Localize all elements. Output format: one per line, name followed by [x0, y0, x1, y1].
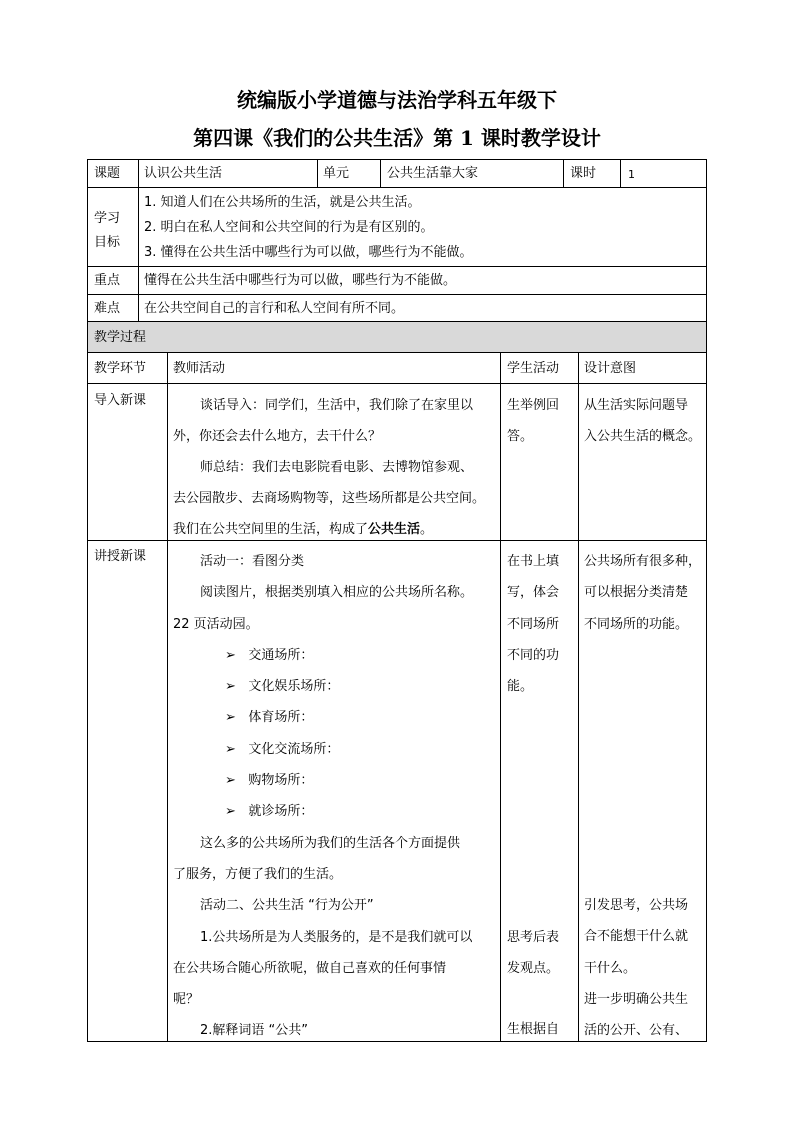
design-intent-intro: 从生活实际问题导 入公共生活的概念。	[584, 398, 702, 444]
row-divider	[87, 187, 707, 188]
row-divider	[87, 352, 707, 353]
col-divider	[500, 352, 501, 1042]
row-divider	[87, 266, 707, 267]
difficulty-label: 难点	[94, 301, 121, 316]
key-term: 公共生活	[368, 522, 421, 537]
objectives-label-2: 目标	[94, 235, 121, 250]
column-header-intent: 设计意图	[584, 361, 637, 376]
arrow-bullet-icon: ➢	[225, 741, 236, 757]
period-value: 1	[628, 168, 635, 181]
arrow-bullet-icon: ➢	[225, 679, 236, 695]
process-header: 教学过程	[94, 330, 147, 345]
arrow-bullet-icon: ➢	[225, 647, 236, 663]
stage-teaching: 讲授新课	[94, 549, 147, 564]
row-divider	[87, 294, 707, 295]
col-divider	[380, 159, 381, 187]
stage-intro: 导入新课	[94, 393, 147, 408]
arrow-bullet-icon: ➢	[225, 710, 236, 726]
topic-label: 课题	[94, 166, 121, 181]
column-header-stage: 教学环节	[94, 361, 147, 376]
bullet-item: ➢ 交通场所：	[225, 647, 314, 663]
col-divider	[138, 159, 139, 321]
bullet-item: ➢ 文化交流场所：	[225, 741, 340, 757]
bullet-item: ➢ 文化娱乐场所：	[225, 679, 340, 695]
bullet-item: ➢ 购物场所：	[225, 773, 314, 789]
bullet-item: ➢ 就诊场所：	[225, 804, 314, 820]
student-activity-intro: 生举例回 答。	[507, 398, 560, 444]
objective-item: 2. 明白在私人空间和公共空间的行为是有区别的。	[144, 220, 434, 235]
col-divider	[563, 159, 564, 187]
column-header-student: 学生活动	[507, 361, 560, 376]
unit-value: 公共生活靠大家	[387, 166, 479, 181]
col-divider	[317, 159, 318, 187]
student-activity-teaching-b: 思考后表 发观点。	[507, 930, 560, 977]
key-point-label: 重点	[94, 273, 121, 288]
objective-item: 1. 知道人们在公共场所的生活，就是公共生活。	[144, 195, 421, 210]
design-intent-teaching-b: 引发思考，公共场 合不能想干什么就 干什么。 进一步明确公共生 活的公开、公有、	[584, 898, 689, 1039]
teacher-activity-teaching: 活动一：看图分类 阅读图片，根据类别填入相应的公共场所名称。 22 页活动园。 ➢ 交通场所： ➢ 文化娱乐场所： ➢ 体育场所： ➢ 文化交流场所： ➢ 购物场所： ➢ 就诊场所： 这么多的公共场所为我们的生活各个方面提供 了服务，方便了我们的生活。 活动二、公共生活 “行为公开” 1.公共场所是为人类服务的，是不是我们就可以 在公共场合随心所欲呢，做自己喜欢的任何事情 呢？ 2.解释词语 “公共”	[173, 554, 474, 1039]
arrow-bullet-icon: ➢	[225, 804, 236, 820]
topic-value: 认识公共生活	[144, 166, 223, 181]
difficulty-value: 在公共空间自己的言行和私人空间有所不同。	[144, 301, 405, 316]
teacher-activity-intro: 谈话导入：同学们，生活中，我们除了在家里以 外，你还会去什么地方，去干什么？ 师总结：我们去电影院看电影、去博物馆参观、 去公园散步、去商场购物等，这些场所都是公共空间。 我们在公共空间里的生活，构成了公共生活。	[173, 398, 486, 537]
period-label: 课时	[570, 166, 597, 181]
objective-item: 3. 懂得在公共生活中哪些行为可以做，哪些行为不能做。	[144, 245, 473, 260]
design-intent-teaching-a: 公共场所有很多种， 可以根据分类清楚 不同场所的功能。	[584, 554, 702, 632]
process-header-shade	[88, 322, 706, 352]
document-subtitle: 第四课《我们的公共生活》第 1 课时教学设计	[193, 126, 601, 150]
unit-label: 单元	[323, 166, 350, 181]
col-divider	[167, 352, 168, 1042]
student-activity-teaching-c: 生根据自	[507, 1022, 560, 1037]
objectives-label-1: 学习	[94, 211, 121, 226]
key-point-value: 懂得在公共生活中哪些行为可以做，哪些行为不能做。	[144, 273, 457, 288]
arrow-bullet-icon: ➢	[225, 773, 236, 789]
bullet-item: ➢ 体育场所：	[225, 710, 314, 726]
document-title: 统编版小学道德与法治学科五年级下	[237, 88, 557, 112]
column-header-teacher: 教师活动	[173, 361, 226, 376]
row-divider	[87, 383, 707, 384]
student-activity-teaching-a: 在书上填 写，体会 不同场所 不同的功 能。	[507, 554, 560, 695]
col-divider	[620, 159, 621, 187]
col-divider	[578, 352, 579, 1042]
